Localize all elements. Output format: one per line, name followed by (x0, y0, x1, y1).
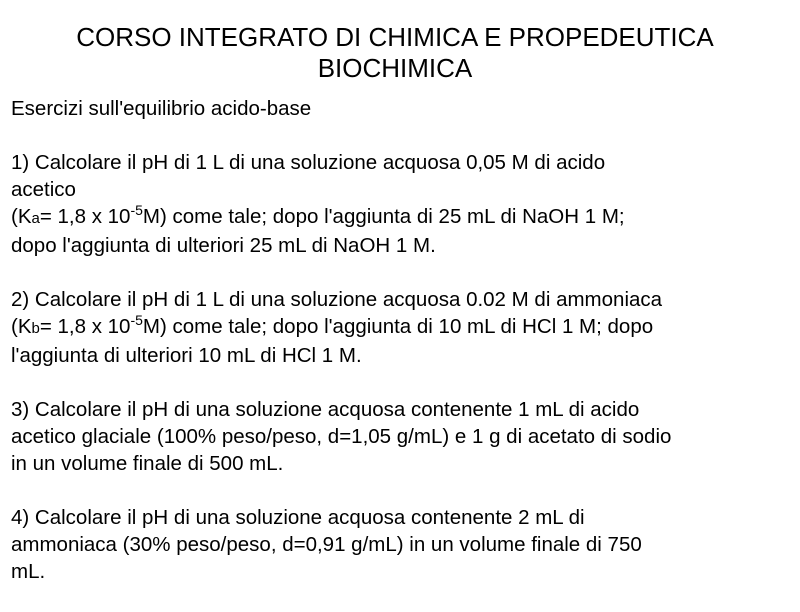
kb-rest: M) come tale; dopo l'aggiunta di 10 mL di HCl 1 M; dopo (142, 315, 654, 338)
document-body (11, 95, 796, 612)
kb-open: (K (11, 315, 32, 338)
exercise-2 (11, 286, 796, 369)
ka-rest: M) come tale; dopo l'aggiunta di 25 mL di NaOH 1 M; (142, 205, 625, 228)
exercise-4-line-1: 4) Calcolare il pH di una soluzione acquosa contenente 2 mL di (11, 506, 585, 529)
exercise-1-line-4: dopo l'aggiunta di ulteriori 25 mL di NaOH 1 M. (11, 234, 436, 257)
ka-subscript: a (31, 210, 40, 227)
kb-subscript: b (31, 320, 40, 337)
section-heading: Esercizi sull'equilibrio acido-base (11, 97, 312, 120)
exercise-3-line-1: 3) Calcolare il pH di una soluzione acquosa contenente 1 mL di acido (11, 398, 640, 421)
exercise-2-line-1: 2) Calcolare il pH di 1 L di una soluzione acquosa 0.02 M di ammoniaca (11, 288, 663, 311)
exercise-4 (11, 504, 796, 585)
exercise-2-line-2 (11, 313, 796, 342)
ka-open: (K (11, 205, 32, 228)
title-line-1: CORSO INTEGRATO DI CHIMICA E PROPEDEUTICA (76, 22, 714, 52)
exercise-2-line-3: l'aggiunta di ulteriori 10 mL di HCl 1 M. (11, 344, 362, 367)
exercise-3-line-2: acetico glaciale (100% peso/peso, d=1,05 g/mL) e 1 g di acetato di sodio (11, 425, 672, 448)
exercise-4-line-2: ammoniaca (30% peso/peso, d=0,91 g/mL) in un volume finale di 750 (11, 533, 642, 556)
exercise-1-line-3 (11, 203, 796, 232)
exercise-3-line-3: in un volume finale di 500 mL. (11, 452, 284, 475)
exercise-1-line-2: acetico (11, 178, 76, 201)
exercise-3 (11, 396, 796, 477)
kb-exponent: -5 (130, 312, 143, 328)
page-title (0, 22, 790, 84)
kb-value: = 1,8 x 10 (39, 315, 131, 338)
exercise-1-line-1: 1) Calcolare il pH di 1 L di una soluzione acquosa 0,05 M di acido (11, 151, 606, 174)
ka-exponent: -5 (130, 202, 143, 218)
exercise-4-line-3: mL. (11, 560, 46, 583)
exercise-1 (11, 149, 796, 259)
ka-value: = 1,8 x 10 (39, 205, 131, 228)
title-line-2: BIOCHIMICA (317, 53, 473, 83)
